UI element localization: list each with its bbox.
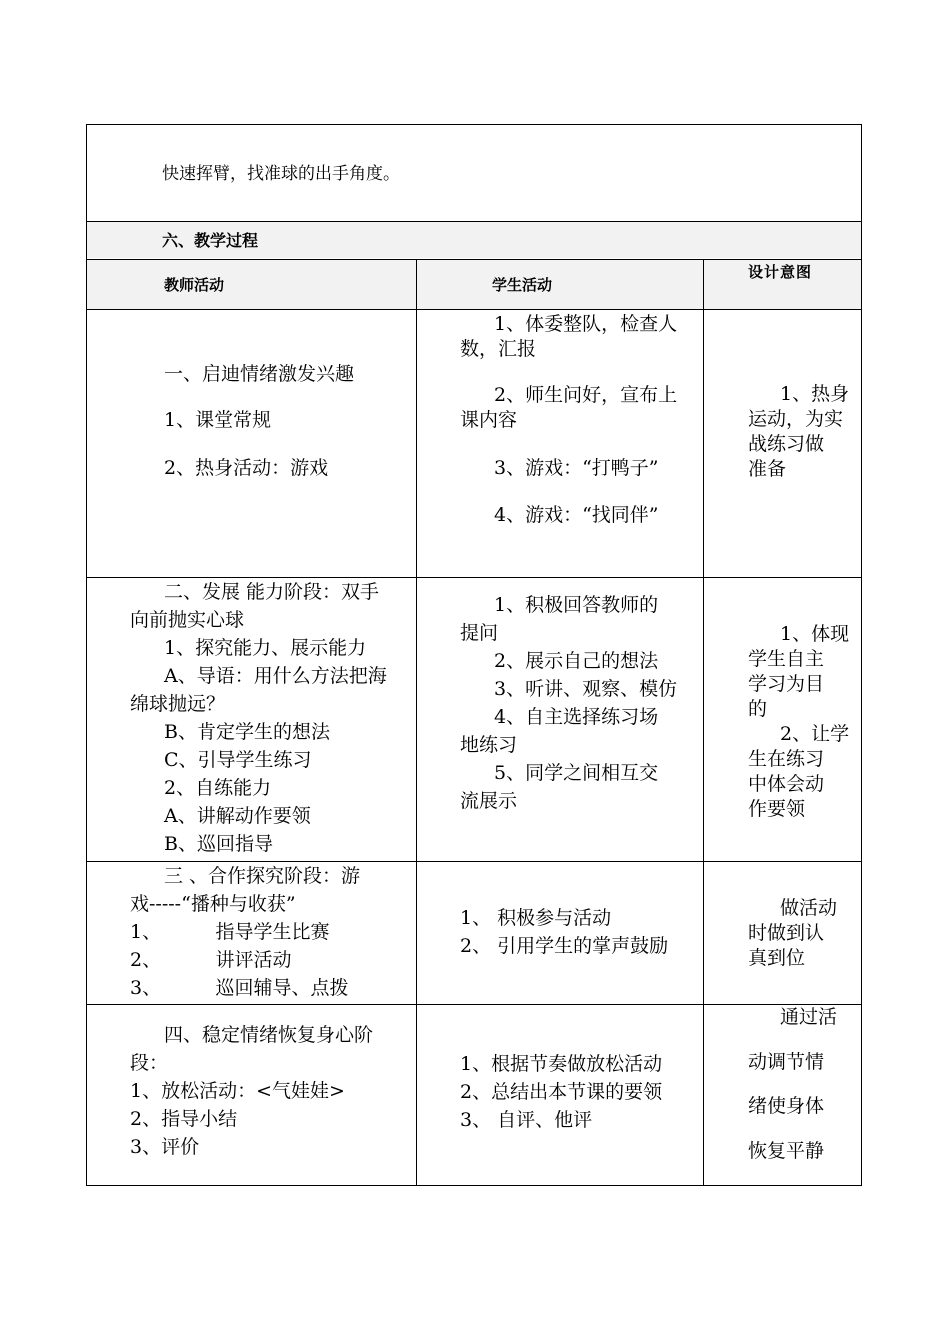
row2-student-line: 3、听讲、观察、模仿 xyxy=(494,678,678,700)
row2-teacher-line: A、导语：用什么方法把海 xyxy=(164,665,387,687)
row2-student-line: 5、同学之间相互交 xyxy=(494,762,659,784)
row2-teacher-line: 2、自练能力 xyxy=(164,777,272,799)
row2-teacher-line: 向前抛实心球 xyxy=(130,609,245,631)
row2-teacher-line: A、讲解动作要领 xyxy=(164,805,311,827)
row2-design-line: 1、体现 xyxy=(780,623,850,645)
row2-student-line: 流展示 xyxy=(460,790,518,812)
row4-teacher-line: 段： xyxy=(130,1052,169,1074)
header-student: 学生活动 xyxy=(492,276,553,294)
row1-design-line: 战练习做 xyxy=(748,433,825,455)
header-design: 设计意图 xyxy=(748,263,813,281)
row2-design-line: 2、让学 xyxy=(780,723,850,745)
row4-design-line: 动调节情 xyxy=(748,1051,825,1073)
divider xyxy=(86,1004,862,1005)
header-teacher: 教师活动 xyxy=(164,276,225,294)
row1-teacher-line: 1、课堂常规 xyxy=(164,409,272,431)
divider xyxy=(86,259,862,260)
row2-design-line: 学习为目 xyxy=(748,673,825,695)
row1-teacher-line: 一、启迪情绪激发兴趣 xyxy=(164,363,355,385)
row3-teacher-line: 2、 讲评活动 xyxy=(130,949,292,971)
row4-teacher-line: 2、指导小结 xyxy=(130,1108,238,1130)
row4-design-line: 通过活 xyxy=(780,1006,838,1028)
row1-teacher-line: 2、热身活动：游戏 xyxy=(164,457,329,479)
row2-student-line: 2、展示自己的想法 xyxy=(494,650,659,672)
row2-student-line: 4、自主选择练习场 xyxy=(494,706,659,728)
row4-teacher-line: 1、放松活动：<气娃娃> xyxy=(130,1080,345,1102)
row4-student-line: 1、根据节奏做放松活动 xyxy=(460,1053,663,1075)
row2-teacher-line: B、肯定学生的想法 xyxy=(164,721,330,743)
row3-teacher-line: 3、 巡回辅导、点拨 xyxy=(130,977,349,999)
row3-student-line: 2、 引用学生的掌声鼓励 xyxy=(460,935,669,957)
row1-student-line: 4、游戏：“找同伴” xyxy=(494,504,659,526)
row1-design-line: 运动，为实 xyxy=(748,408,844,430)
row2-student-line: 1、积极回答教师的 xyxy=(494,594,659,616)
row3-design-line: 时做到认 xyxy=(748,922,825,944)
row1-student-line: 3、游戏：“打鸭子” xyxy=(494,457,659,479)
row3-teacher-line: 三 、合作探究阶段：游 xyxy=(164,865,361,887)
row2-teacher-line: 绵球抛远？ xyxy=(130,693,226,715)
row2-design-line: 学生自主 xyxy=(748,648,825,670)
row2-student-line: 提问 xyxy=(460,622,499,644)
row4-design-line: 恢复平静 xyxy=(748,1140,825,1162)
row3-teacher-line: 1、 指导学生比赛 xyxy=(130,921,330,943)
row4-design-line: 绪使身体 xyxy=(748,1095,825,1117)
divider xyxy=(86,221,862,222)
row1-design-line: 准备 xyxy=(748,458,787,480)
row1-design-line: 1、热身 xyxy=(780,383,850,405)
column-divider xyxy=(416,259,417,1186)
row1-student-line: 2、师生问好，宣布上 xyxy=(494,384,678,406)
divider xyxy=(86,309,862,310)
row2-design-line: 的 xyxy=(748,698,768,720)
row4-student-line: 2、总结出本节课的要领 xyxy=(460,1081,663,1103)
row3-design-line: 真到位 xyxy=(748,947,806,969)
row1-student-line: 1、体委整队，检查人 xyxy=(494,313,678,335)
row3-teacher-line: 戏-----“播种与收获” xyxy=(130,893,296,915)
row2-teacher-line: B、巡回指导 xyxy=(164,833,273,855)
row4-student-line: 3、 自评、他评 xyxy=(460,1109,593,1131)
row4-teacher-line: 3、评价 xyxy=(130,1136,200,1158)
row2-design-line: 作要领 xyxy=(748,798,806,820)
row3-student-line: 1、 积极参与活动 xyxy=(460,907,612,929)
row2-student-line: 地练习 xyxy=(460,734,518,756)
intro-line: 快速挥臂，找准球的出手角度。 xyxy=(162,164,400,184)
row4-teacher-line: 四、稳定情绪恢复身心阶 xyxy=(164,1024,374,1046)
row2-teacher-line: 二、发展 能力阶段：双手 xyxy=(164,581,380,603)
row1-student-line: 数，汇报 xyxy=(460,338,537,360)
section-title: 六、教学过程 xyxy=(162,231,259,250)
row2-teacher-line: C、引导学生练习 xyxy=(164,749,312,771)
row3-design-line: 做活动 xyxy=(780,897,838,919)
row2-teacher-line: 1、探究能力、展示能力 xyxy=(164,637,367,659)
row2-design-line: 中体会动 xyxy=(748,773,825,795)
row1-student-line: 课内容 xyxy=(460,409,518,431)
column-divider xyxy=(703,259,704,1186)
row2-design-line: 生在练习 xyxy=(748,748,825,770)
